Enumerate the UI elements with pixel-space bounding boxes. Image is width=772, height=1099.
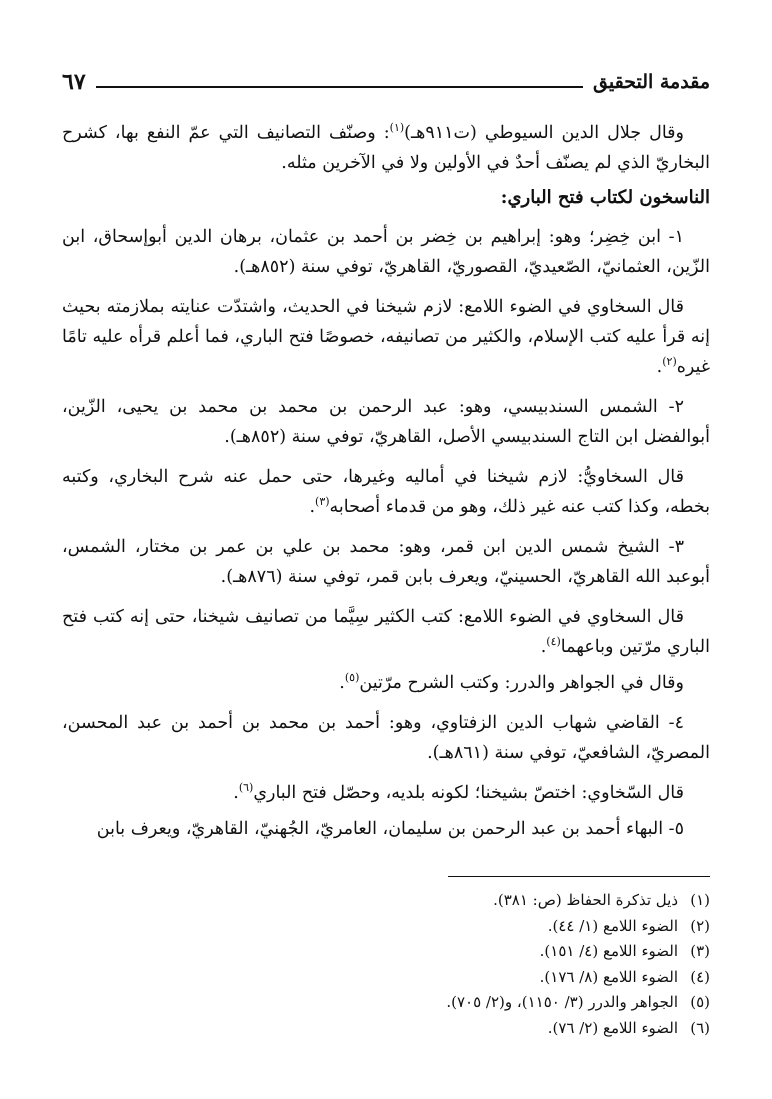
footnote-item (62, 888, 710, 914)
header-rule (96, 86, 583, 88)
footnote-ref-2: (٢) (662, 355, 677, 369)
running-title: مقدمة التحقيق (593, 71, 710, 93)
entry-4: ٤- القاضي شهاب الدين الزفتاوي، وهو: أحمد بن محمد بن أحمد بن عبد المحسن، المصريّ، الشافعيّ، توفي سنة (٨٦١هـ). (62, 713, 710, 763)
entry-3-quote-2-text: وقال في الجواهر والدرر: وكتب الشرح مرّتين (359, 673, 684, 693)
entry-1-quote: قال السخاوي في الضوء اللامع: لازم شيخنا في الحديث، واشتدّت عنايته بملازمته بحيث إنه قرأ عليه كتب الإسلام، والكثير من تصانيفه، خصوصًا فتح الباري، فما أعلم قرأه عليه تامًا غيره$^{(٢)}$. (62, 297, 710, 377)
entry-5: ٥- البهاء أحمد بن عبد الرحمن بن سليمان، العامريّ، الجُهنيّ، القاهريّ، ويعرف بابن (96, 819, 684, 839)
section-heading: الناسخون لكتاب فتح الباري: (500, 187, 710, 208)
footnotes (62, 888, 710, 1041)
footnote-number: (٢) (690, 916, 710, 935)
footnote-text: الجواهر والدرر (٣/ ١١٥٠)، و(٢/ ٧٠٥). (446, 993, 678, 1011)
footnote-number: (٥) (690, 993, 710, 1011)
footnote-item (62, 914, 710, 940)
footnote-item (62, 990, 710, 1016)
footnote-text: الضوء اللامع (٢/ ٧٦). (547, 1018, 678, 1037)
entry-3: ٣- الشيخ شمس الدين ابن قمر، وهو: محمد بن علي بن عمر بن مختار، الشمس، أبوعبد الله القاهريّ، الحسينيّ، ويعرف بابن قمر، توفي سنة (٨٧٦هـ). (62, 537, 710, 587)
footnote-number: (٣) (690, 942, 710, 960)
footnote-number: (٤) (690, 967, 710, 986)
page-header (62, 60, 710, 94)
entry-3-quote: قال السخاوي في الضوء اللامع: كتب الكثير سِيَّما من تصانيف شيخنا، حتى إنه كتب فتح الباري مرّتين وباعهما$^{(٤)}$. (62, 607, 710, 657)
main-text (62, 118, 710, 844)
footnote-text: ذيل تذكرة الحفاظ (ص: ٣٨١). (493, 891, 678, 909)
footnote-item (62, 939, 710, 965)
book-page (62, 60, 710, 1080)
intro-text-cont: : وصنّف التصانيف التي عمّ النفع بها، كشرح البخاريّ الذي لم يصنّف أحدٌ في الأولين ولا في الآخرين مثله. (62, 123, 710, 173)
footnote-ref-1: (١) (389, 121, 405, 135)
footnote-item (62, 1016, 710, 1042)
entry-3-quote-text: قال السخاوي في الضوء اللامع: كتب الكثير سِيَّما من تصانيف شيخنا، حتى إنه كتب فتح الباري مرّتين وباعهما (62, 607, 710, 657)
entry-1-quote-text: قال السخاوي في الضوء اللامع: لازم شيخنا في الحديث، واشتدّت عنايته بملازمته بحيث إنه قرأ عليه كتب الإسلام، والكثير من تصانيفه، خصوصًا فتح الباري، فما أعلم قرأه عليه تامًا غيره (62, 297, 710, 377)
entry-3-quote-2: وقال في الجواهر والدرر: وكتب الشرح مرّتين$^{(٥)}$. (339, 671, 684, 693)
entry-1: ١- ابن خِضِر؛ وهو: إبراهيم بن خِضر بن أحمد بن عثمان، برهان الدين أبوإسحاق، ابن الزّين، العثمانيّ، الصّعيديّ، القصوريّ، القاهريّ، توفي سنة (٨٥٢هـ). (62, 227, 710, 277)
footnote-text: الضوء اللامع (١/ ٤٤). (547, 916, 678, 935)
entry-4-quote: قال السّخاوي: اختصّ بشيخنا؛ لكونه بلديه، وحصّل فتح الباري$^{(٦)}$. (233, 781, 684, 803)
entry-4-quote-text: قال السّخاوي: اختصّ بشيخنا؛ لكونه بلديه، وحصّل فتح الباري (253, 783, 684, 803)
intro-paragraph (62, 118, 710, 178)
intro-text: وقال جلال الدين السيوطي (ت٩١١هـ) (404, 123, 684, 143)
entry-2-quote: قال السخاويُّ: لازم شيخنا في أماليه وغيرها، حتى حمل عنه شرح البخاري، وكتبه بخطه، وكذا كتب عنه غير ذلك، وهو من قدماء أصحابه$^{(٣)}$. (62, 467, 710, 517)
footnote-item (62, 965, 710, 991)
entry-2: ٢- الشمس السندبيسي، وهو: عبد الرحمن بن محمد بن محمد بن يحيى، الزّين، أبوالفضل ابن التاج السندبيسي الأصل، القاهريّ، توفي سنة (٨٥٢هـ). (62, 397, 710, 447)
entry-2-quote-text: قال السخاويُّ: لازم شيخنا في أماليه وغيرها، حتى حمل عنه شرح البخاري، وكتبه بخطه، وكذا كتب عنه غير ذلك، وهو من قدماء أصحابه (62, 467, 710, 517)
footnote-ref-6: (٦) (238, 781, 254, 795)
footnote-ref-3: (٣) (315, 495, 330, 509)
footnote-number: (٦) (690, 1018, 710, 1037)
page-number: ٦٧ (62, 69, 86, 95)
footnote-ref-5: (٥) (344, 671, 360, 685)
footnote-text: الضوء اللامع (٤/ ١٥١). (539, 942, 678, 960)
footnote-text: الضوء اللامع (٨/ ١٧٦). (539, 967, 678, 986)
footnote-separator (448, 876, 710, 877)
footnote-ref-4: (٤) (546, 635, 561, 649)
footnote-number: (١) (690, 891, 710, 909)
